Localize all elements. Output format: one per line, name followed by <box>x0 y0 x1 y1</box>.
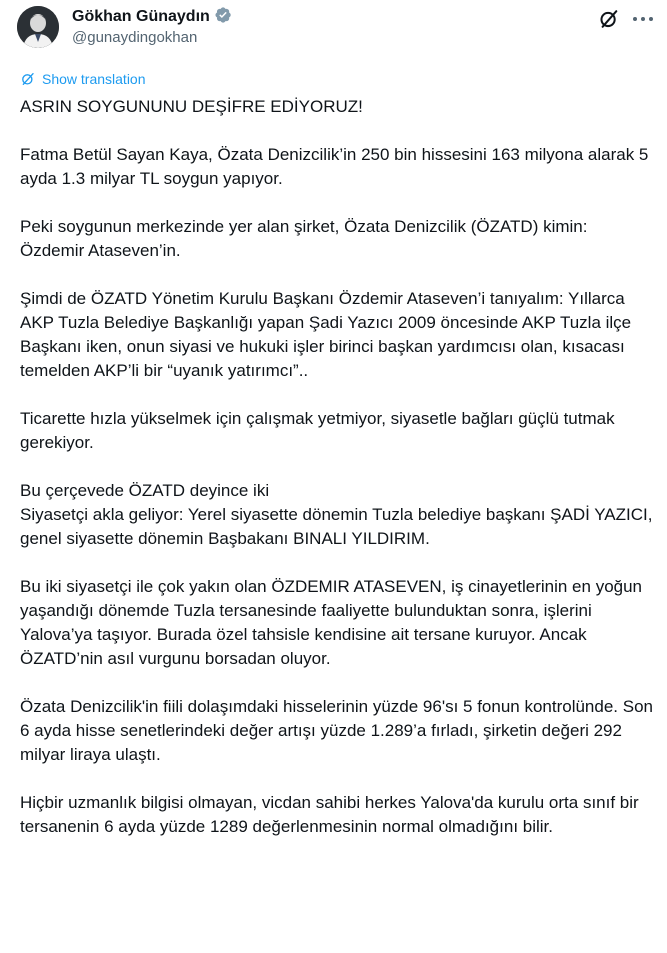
tweet-paragraph: Peki soygunun merkezinde yer alan şirket, Özata Denizcilik (ÖZATD) kimin: Özdemir Ataseven’in. <box>20 217 588 260</box>
show-translation-link[interactable] <box>20 69 146 89</box>
show-translation-label[interactable]: Show translation <box>42 71 146 87</box>
avatar[interactable] <box>17 6 59 48</box>
avatar-image <box>17 6 59 48</box>
tweet-paragraph: Fatma Betül Sayan Kaya, Özata Denizcilik’in 250 bin hissesini 163 milyona alarak 5 ayda 1.3 milyar TL soygun yapıyor. <box>20 145 649 188</box>
tweet-paragraph: ASRIN SOYGUNUNU DEŞİFRE EDİYORUZ! <box>20 97 363 116</box>
verified-badge-icon <box>214 6 232 24</box>
author-name-row[interactable] <box>72 6 232 27</box>
author-handle[interactable]: @gunaydingokhan <box>72 29 198 46</box>
translate-icon <box>20 71 36 87</box>
author-display-name[interactable]: Gökhan Günaydın <box>72 8 210 25</box>
tweet-paragraph: Ticarette hızla yükselmek için çalışmak yetmiyor, siyasetle bağları güçlü tutmak gerekiyor. <box>20 409 615 452</box>
tweet-paragraph: Bu iki siyasetçi ile çok yakın olan ÖZDEMIR ATASEVEN, iş cinayetlerinin en yoğun yaşandığı dönemde Tuzla tersanesinde faaliyette bulunduktan sonra, işlerini Yalova’ya taşıyor. Burada özel tahsisle kendisine ait tersane kuruyor. Ancak ÖZATD’nin asıl vurgunu borsadan oluyor. <box>20 577 643 668</box>
tweet-paragraph: Şimdi de ÖZATD Yönetim Kurulu Başkanı Özdemir Ataseven’i tanıyalım: Yıllarca AKP Tuzla Belediye Başkanlığı yapan Şadi Yazıcı 2009 öncesinde AKP Tuzla ilçe Başkanı iken, onun siyasi ve hukuki işler birinci başkan yardımcısı olan, kısacası temelden AKP’li bir “uyanık yatırımcı”.. <box>20 289 632 380</box>
tweet-header <box>0 0 667 64</box>
tweet-text <box>20 95 656 863</box>
tweet-paragraph: Bu çerçevede ÖZATD deyince iki Siyasetçi akla geliyor: Yerel siyasette dönemin Tuzla belediye başkanı ŞADİ YAZICI, genel siyasette dönemin Başbakanı BINALI YILDIRIM. <box>20 481 653 548</box>
grok-icon[interactable] <box>598 8 620 30</box>
tweet-paragraph: Özata Denizcilik'in fiili dolaşımdaki hisselerinin yüzde 96'sı 5 fonun kontrolünde. Son 6 ayda hisse senetlerindeki değer artışı yüzde 1.289’a fırladı, şirketin değeri 292 milyar liraya ulaştı. <box>20 697 653 764</box>
tweet-paragraph: Hiçbir uzmanlık bilgisi olmayan, vicdan sahibi herkes Yalova'da kurulu orta sınıf bir tersanenin 6 ayda yüzde 1289 değerlenmesinin normal olmadığını bilir. <box>20 793 639 836</box>
more-icon[interactable] <box>631 9 655 29</box>
